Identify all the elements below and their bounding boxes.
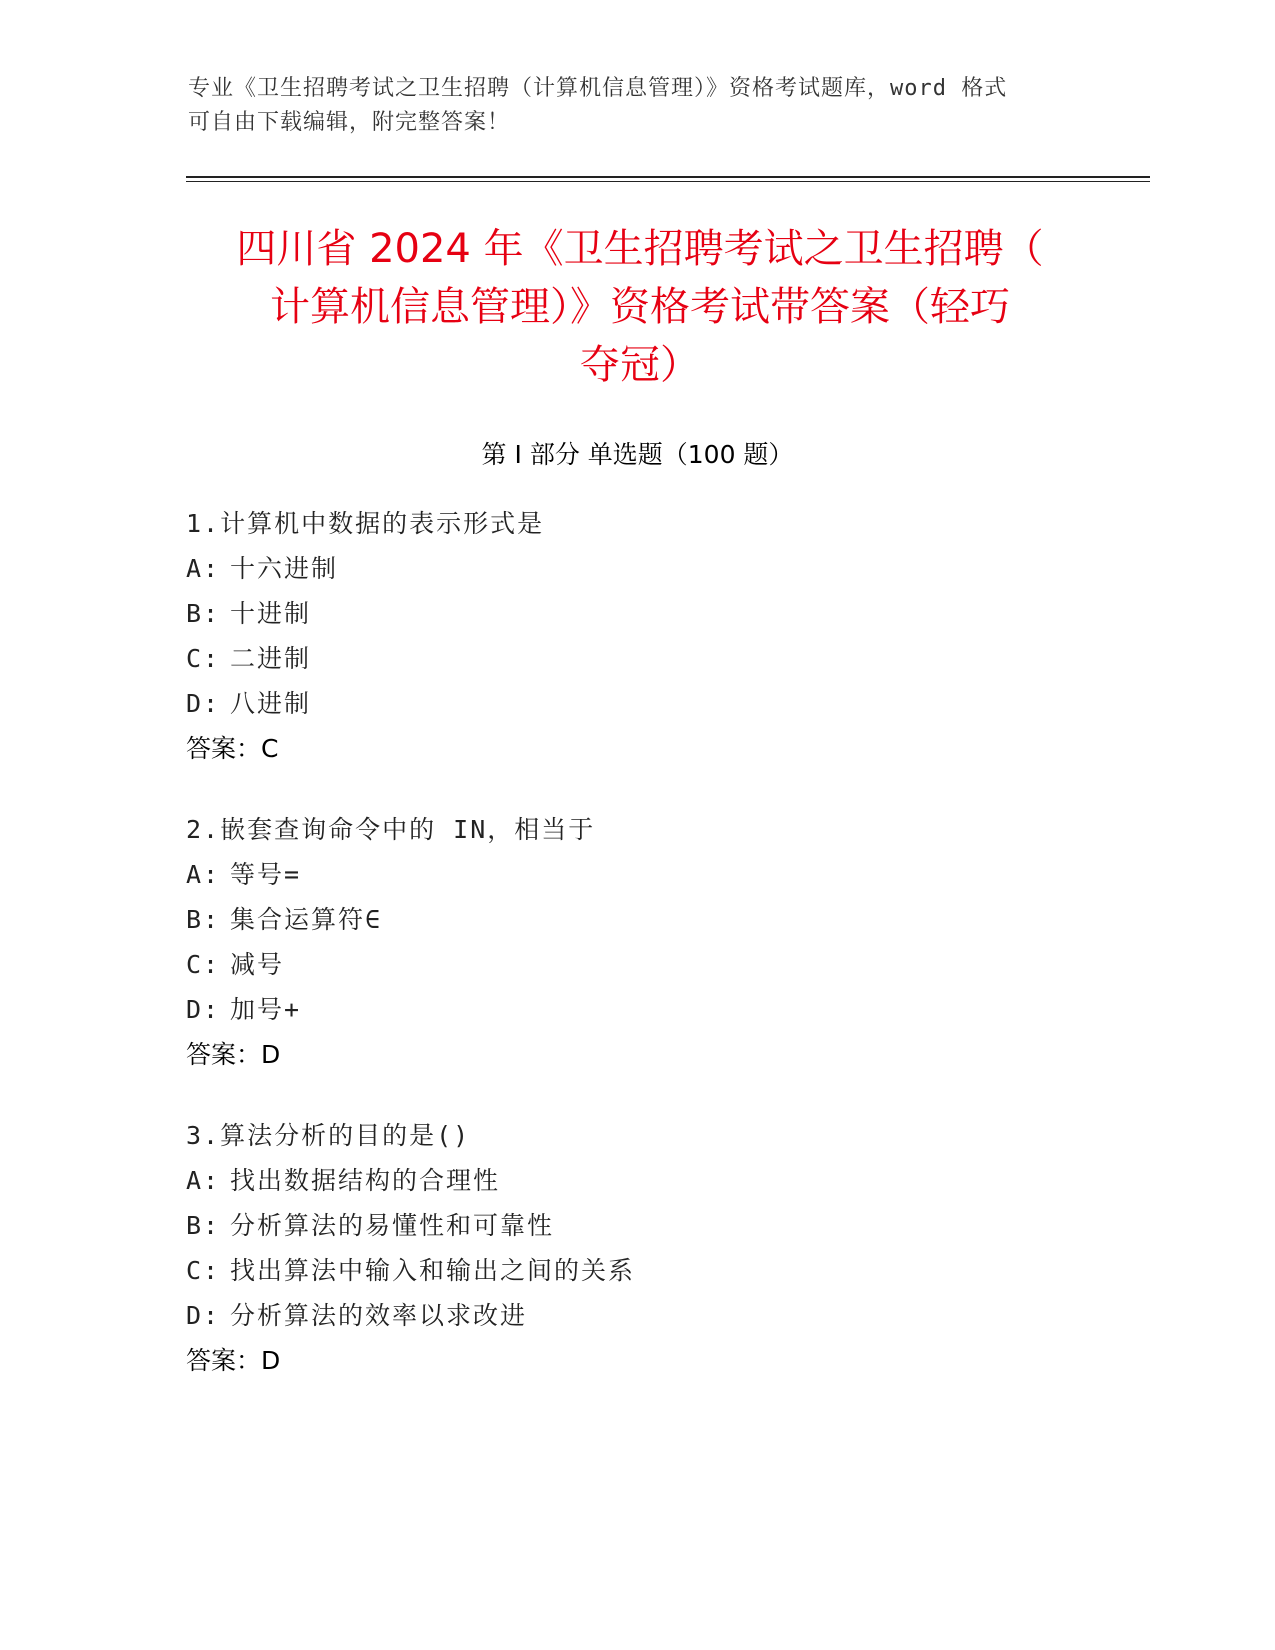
option-text: 加号+ — [230, 995, 302, 1024]
option-c[interactable] — [186, 942, 1086, 987]
option-text: 等号= — [230, 860, 302, 889]
document-title — [180, 220, 1100, 394]
option-a[interactable] — [186, 1158, 1086, 1203]
question-1 — [186, 501, 1086, 771]
option-text: 找出数据结构的合理性 — [230, 1166, 501, 1195]
option-text: 二进制 — [230, 644, 312, 673]
question-3 — [186, 1113, 1086, 1383]
option-key: A: — [186, 1166, 221, 1195]
document-title-line-1: 四川省 2024 年《卫生招聘考试之卫生招聘（ — [236, 226, 1044, 272]
option-key: B: — [186, 599, 221, 628]
option-text: 十六进制 — [230, 554, 339, 583]
option-c[interactable] — [186, 636, 1086, 681]
option-key: A: — [186, 860, 221, 889]
option-text: 集合运算符∈ — [230, 905, 383, 934]
answer-line: 答案：C — [186, 734, 279, 763]
option-key: C: — [186, 1256, 221, 1285]
option-key: D: — [186, 689, 221, 718]
document-title-line-3: 夺冠） — [580, 342, 700, 388]
option-text: 减号 — [230, 950, 285, 979]
option-key: C: — [186, 950, 221, 979]
header-note-line-1: 专业《卫生招聘考试之卫生招聘（计算机信息管理）》资格考试题库，word 格式 — [188, 76, 1008, 101]
header-rule-thick — [186, 176, 1150, 178]
option-key: B: — [186, 905, 221, 934]
question-2 — [186, 807, 1086, 1077]
header-rule-thin — [186, 181, 1150, 182]
option-text: 十进制 — [230, 599, 312, 628]
option-key: A: — [186, 554, 221, 583]
option-b[interactable] — [186, 1203, 1086, 1248]
option-a[interactable] — [186, 546, 1086, 591]
option-c[interactable] — [186, 1248, 1086, 1293]
option-b[interactable] — [186, 591, 1086, 636]
option-a[interactable] — [186, 852, 1086, 897]
question-stem: 3.算法分析的目的是() — [186, 1121, 471, 1150]
header-note-line-2: 可自由下载编辑，附完整答案！ — [188, 110, 511, 135]
question-stem: 2.嵌套查询命令中的 IN，相当于 — [186, 815, 596, 844]
option-key: B: — [186, 1211, 221, 1240]
section-heading: 第 I 部分 单选题（100 题） — [481, 440, 794, 469]
option-text: 八进制 — [230, 689, 312, 718]
option-d[interactable] — [186, 987, 1086, 1032]
option-text: 分析算法的易懂性和可靠性 — [230, 1211, 555, 1240]
option-key: D: — [186, 995, 221, 1024]
option-text: 找出算法中输入和输出之间的关系 — [230, 1256, 636, 1285]
option-d[interactable] — [186, 681, 1086, 726]
answer-line: 答案：D — [186, 1040, 281, 1069]
document-title-line-2: 计算机信息管理）》资格考试带答案（轻巧 — [270, 284, 1010, 330]
answer-line: 答案：D — [186, 1346, 281, 1375]
option-key: D: — [186, 1301, 221, 1330]
option-b[interactable] — [186, 897, 1086, 942]
option-text: 分析算法的效率以求改进 — [230, 1301, 528, 1330]
option-key: C: — [186, 644, 221, 673]
option-d[interactable] — [186, 1293, 1086, 1338]
header-note — [188, 72, 1088, 140]
question-stem: 1.计算机中数据的表示形式是 — [186, 509, 545, 538]
